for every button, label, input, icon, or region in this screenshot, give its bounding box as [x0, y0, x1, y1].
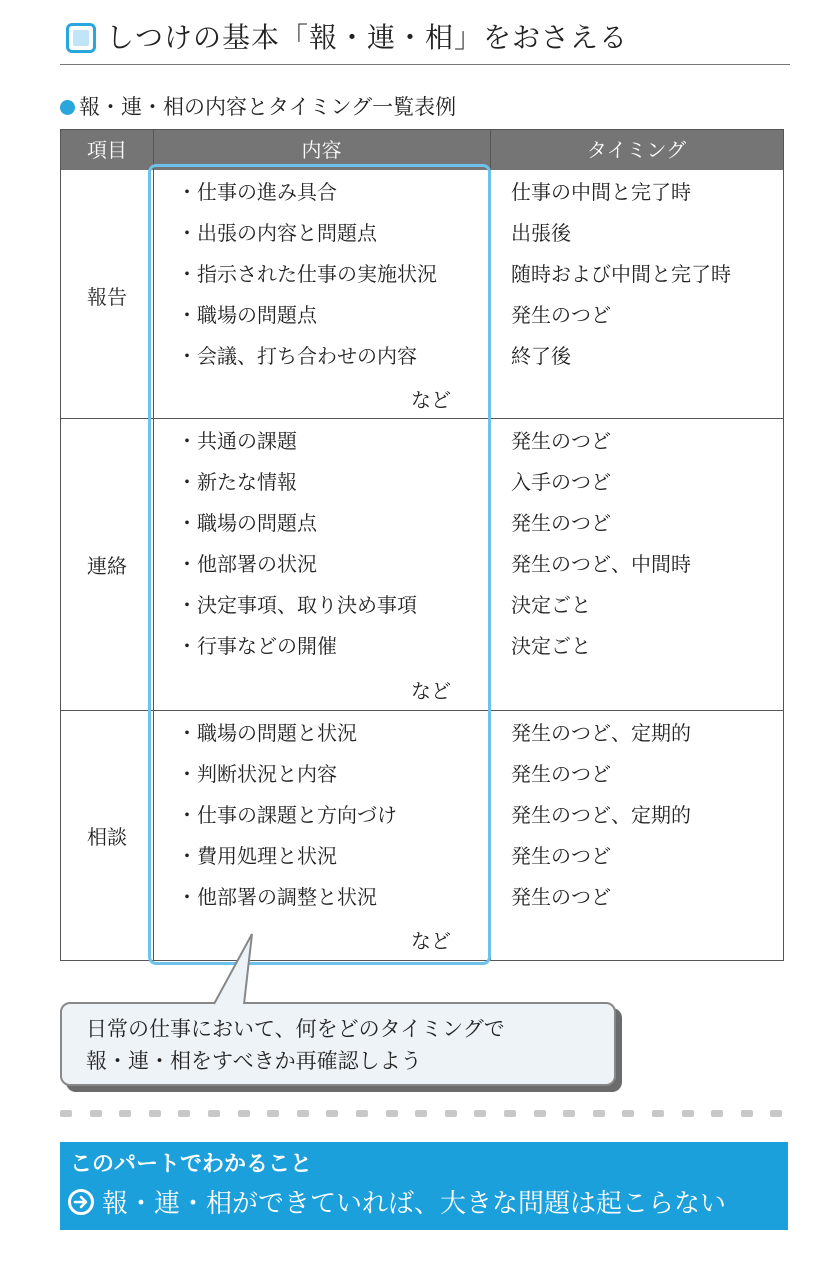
dash-segment [208, 1110, 220, 1117]
category-consult: 相談 [87, 825, 127, 849]
dash-segment [119, 1110, 131, 1117]
list-item: 発生のつど [511, 429, 611, 453]
list-item: ・会議、打ち合わせの内容 [177, 344, 417, 368]
list-item: ・費用処理と状況 [177, 844, 337, 868]
dashed-separator [60, 1110, 790, 1118]
list-item: ・職場の問題点 [177, 303, 317, 327]
list-item: ・仕事の課題と方向づけ [177, 803, 397, 827]
list-item: ・判断状況と内容 [177, 762, 337, 786]
dash-segment [90, 1110, 102, 1117]
dash-segment [445, 1110, 457, 1117]
dash-segment [267, 1110, 279, 1117]
category-contact: 連絡 [87, 554, 127, 578]
bullet-icon [60, 100, 75, 115]
list-item: ・出張の内容と問題点 [177, 221, 377, 245]
dash-segment [149, 1110, 161, 1117]
dash-segment [415, 1110, 427, 1117]
dash-segment [682, 1110, 694, 1117]
callout-line-1: 日常の仕事において、何をどのタイミングで [86, 1017, 505, 1041]
list-item: 発生のつど [511, 762, 611, 786]
header-content: 内容 [301, 138, 342, 162]
list-item: 決定ごと [511, 593, 591, 617]
timing-list-report [511, 172, 731, 377]
summary-text: 報・連・相ができていれば、大きな問題は起こらない [102, 1189, 727, 1219]
summary-line [68, 1186, 726, 1222]
list-item: 随時および中間と完了時 [511, 262, 731, 286]
dash-segment [652, 1110, 664, 1117]
list-item: 発生のつど、中間時 [511, 552, 691, 576]
list-item: ・他部署の状況 [177, 552, 317, 576]
etc-label: など [411, 388, 451, 412]
callout-bubble [60, 1002, 616, 1086]
list-item: ・仕事の進み具合 [177, 180, 337, 204]
list-item: ・職場の問題点 [177, 511, 317, 535]
list-item: ・他部署の調整と状況 [177, 885, 377, 909]
list-item: ・共通の課題 [177, 429, 297, 453]
dash-segment [622, 1110, 634, 1117]
dash-segment [178, 1110, 190, 1117]
dash-segment [356, 1110, 368, 1117]
dash-segment [474, 1110, 486, 1117]
callout-line-2: 報・連・相をすべきか再確認しよう [86, 1049, 422, 1073]
square-icon [66, 23, 96, 53]
title-underline [60, 64, 790, 65]
list-item: 仕事の中間と完了時 [511, 180, 691, 204]
page-title: しつけの基本「報・連・相」をおさえる [106, 21, 629, 54]
dash-segment [593, 1110, 605, 1117]
dash-segment [238, 1110, 250, 1117]
list-item: 入手のつど [511, 470, 611, 494]
dash-segment [297, 1110, 309, 1117]
list-item: 発生のつど、定期的 [511, 721, 691, 745]
list-item: 発生のつど、定期的 [511, 803, 691, 827]
dash-segment [60, 1110, 72, 1117]
dash-segment [563, 1110, 575, 1117]
timing-list-contact [511, 421, 691, 667]
list-item: 発生のつど [511, 511, 611, 535]
summary-heading: このパートでわかること [70, 1152, 313, 1177]
page-title-bar [60, 20, 790, 64]
dash-segment [386, 1110, 398, 1117]
list-item: ・指示された仕事の実施状況 [177, 262, 437, 286]
list-item: ・職場の問題と状況 [177, 721, 357, 745]
callout-pointer [200, 930, 280, 1010]
dash-segment [711, 1110, 723, 1117]
timing-list-consult [511, 713, 691, 918]
list-item: ・行事などの開催 [177, 634, 337, 658]
etc-label: など [411, 679, 451, 703]
etc-label: など [411, 929, 451, 953]
list-item: ・決定事項、取り決め事項 [177, 593, 417, 617]
list-item: 発生のつど [511, 885, 611, 909]
arrow-right-circle-icon [68, 1189, 94, 1215]
list-item: 発生のつど [511, 844, 611, 868]
header-timing: タイミング [586, 138, 687, 162]
summary-panel [60, 1142, 788, 1230]
list-item: 決定ごと [511, 634, 591, 658]
category-report: 報告 [87, 285, 127, 309]
list-item: ・新たな情報 [177, 470, 297, 494]
content-highlight-frame [148, 164, 491, 965]
list-item: 出張後 [511, 221, 571, 245]
table-caption-text: 報・連・相の内容とタイミング一覧表例 [79, 95, 457, 119]
dash-segment [770, 1110, 782, 1117]
dash-segment [534, 1110, 546, 1117]
dash-segment [504, 1110, 516, 1117]
list-item: 終了後 [511, 344, 571, 368]
table-caption [60, 94, 456, 120]
header-item: 項目 [87, 138, 127, 162]
list-item: 発生のつど [511, 303, 611, 327]
dash-segment [741, 1110, 753, 1117]
dash-segment [326, 1110, 338, 1117]
